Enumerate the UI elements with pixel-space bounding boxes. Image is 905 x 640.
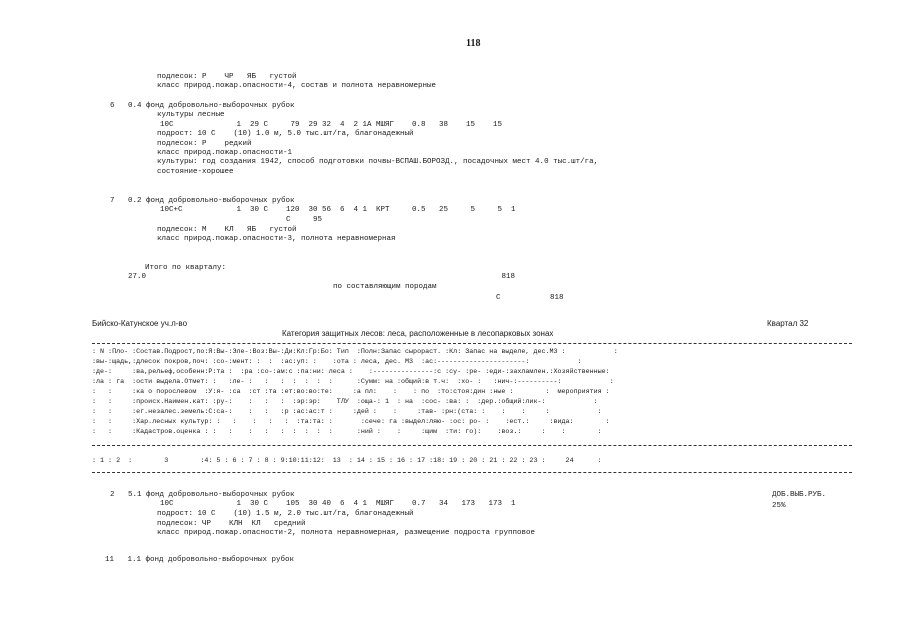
text-line: 7 0.2 фонд добровольно-выборочных рубок bbox=[110, 197, 295, 205]
total-values: 27.0 818 bbox=[128, 273, 516, 281]
text-line: 2 5.1 фонд добровольно-выборочных рубок bbox=[110, 491, 295, 499]
text-line: 6 0.4 фонд добровольно-выборочных рубок bbox=[110, 102, 295, 110]
measure-percent: 25% bbox=[772, 502, 786, 510]
table-header-line: : : :Кадастров.оценка : : : : : : : : : : :ний : : :щим :ти: го): :воз.: : : : bbox=[92, 428, 602, 436]
table-rule-mid bbox=[92, 445, 852, 446]
text-line: подлесок: Р редкий bbox=[157, 140, 252, 148]
measure-note: ДОБ.ВЫБ.РУБ. bbox=[772, 491, 827, 499]
total-label: Итого по кварталу: bbox=[145, 264, 227, 272]
species-values: С 818 bbox=[496, 294, 564, 302]
text-line: подлесок: М КЛ ЯБ густой bbox=[157, 226, 297, 234]
table-header-line: :ла : га :ости выдела.Отмет: : :ле- : : : : : : : :Сумм: на :общий:в т.ч: :хо- : :нич-:----------: : bbox=[92, 378, 614, 386]
text-line: состояние-хорошее bbox=[157, 168, 234, 176]
text-line: класс природ.пожар.опасности-2, полнота неравномерная, размещение подроста групповое bbox=[157, 529, 536, 537]
table-column-numbers: : 1 : 2 : 3 :4: 5 : 6 : 7 : 8 : 9:10:11:12: 13 : 14 : 15 : 16 : 17 :18: 19 : 20 : 21 : 22 : 23 : 24 : bbox=[92, 457, 602, 465]
text-line: подлесок: Р ЧР ЯБ густой bbox=[157, 73, 297, 81]
text-line: 10С 1 29 С 79 29 32 4 2 1А МШЯГ 0.8 38 15 15 bbox=[160, 121, 503, 129]
table-header-line: : : :происх.Наимен.кат: :ру-: : : : :эр:эр: ТЛУ :оща-: 1 : на :сос- :ва: : :дер.:общий:лик-: : bbox=[92, 398, 598, 406]
page-number: 118 bbox=[466, 38, 481, 49]
text-line: 10С 1 30 С 105 30 40 6 4 1 МШЯГ 0.7 34 173 173 1 bbox=[160, 500, 516, 508]
district-name: Бийско-Катунское уч.л-во bbox=[92, 319, 188, 328]
text-line: класс природ.пожар.опасности-3, полнота неравномерная bbox=[157, 235, 396, 243]
table-header-line: : : :ка о порослевом :У:я- :са :ст :та :ет:во:во:те: :а пл: : : по :то:стоя:дин :ные : : мероприятия : bbox=[92, 388, 610, 396]
table-header-line: : : :ег.незалес.земель:С:са-: : : :р :ас:ас:т : :дей : : :тав- :рн:(ста: : : : : : bbox=[92, 408, 602, 416]
quarter-label: Квартал 32 bbox=[767, 319, 809, 328]
table-rule-top bbox=[92, 343, 852, 344]
text-line: подрост: 10 С (10) 1.0 м, 5.0 тыс.шт/га, благонадежный bbox=[157, 130, 414, 138]
table-header-line: : N :Пло- :Состав.Подрост,по:Я:Вы-:Эле-:Воз:Вы-:Ди:Кл:Гр:Бо: Тип :Полн:Запас сырораст. :Кл: Запас на выделе, дес.М3 : : bbox=[92, 348, 618, 356]
text-line: класс природ.пожар.опасности-4, состав и полнота неравномерные bbox=[157, 82, 437, 90]
text-line: подрост: 10 С (10) 1.5 м, 2.0 тыс.шт/га, благонадежный bbox=[157, 510, 414, 518]
table-header-line: :вы-:щадь,:длесок покров,поч: :со-:мент: : : :ас:уп: : :ота : леса, дес. М3 :ас:----------------------: : bbox=[92, 358, 582, 366]
text-line: класс природ.пожар.опасности-1 bbox=[157, 149, 293, 157]
table-header-line: :де-: :ва,рельеф,особенн:Р:та : :ра :со-:ам:с :па:ни: леса : :---------------:с :су- :ре- :еди-:захламлен.:Хозяйственные: bbox=[92, 368, 610, 376]
table-header-line: : : :Хар.лесных культур: : : : : : :та:та: : :сече: га :выдел:ляю- :ос: ро- : :ест.: :вида: : bbox=[92, 418, 610, 426]
text-line: С 95 bbox=[160, 216, 323, 224]
text-line: 11 1.1 фонд добровольно-выборочных рубок bbox=[105, 556, 295, 564]
species-label: по составляющим породам bbox=[333, 283, 437, 291]
text-line: культуры лесные bbox=[157, 111, 225, 119]
text-line: подлесок: ЧР КЛН КЛ средний bbox=[157, 520, 306, 528]
category-title: Категория защитных лесов: леса, расположенные в лесопарковых зонах bbox=[282, 329, 554, 338]
text-line: 10С+С 1 30 С 120 30 56 6 4 1 КРТ 0.5 25 5 5 1 bbox=[160, 206, 516, 214]
text-line: культуры: год создания 1942, способ подготовки почвы-ВСПАШ.БОРОЗД., посадочных мест 4.0 тыс.шт/га, bbox=[157, 158, 599, 166]
table-rule-bottom bbox=[92, 472, 852, 473]
